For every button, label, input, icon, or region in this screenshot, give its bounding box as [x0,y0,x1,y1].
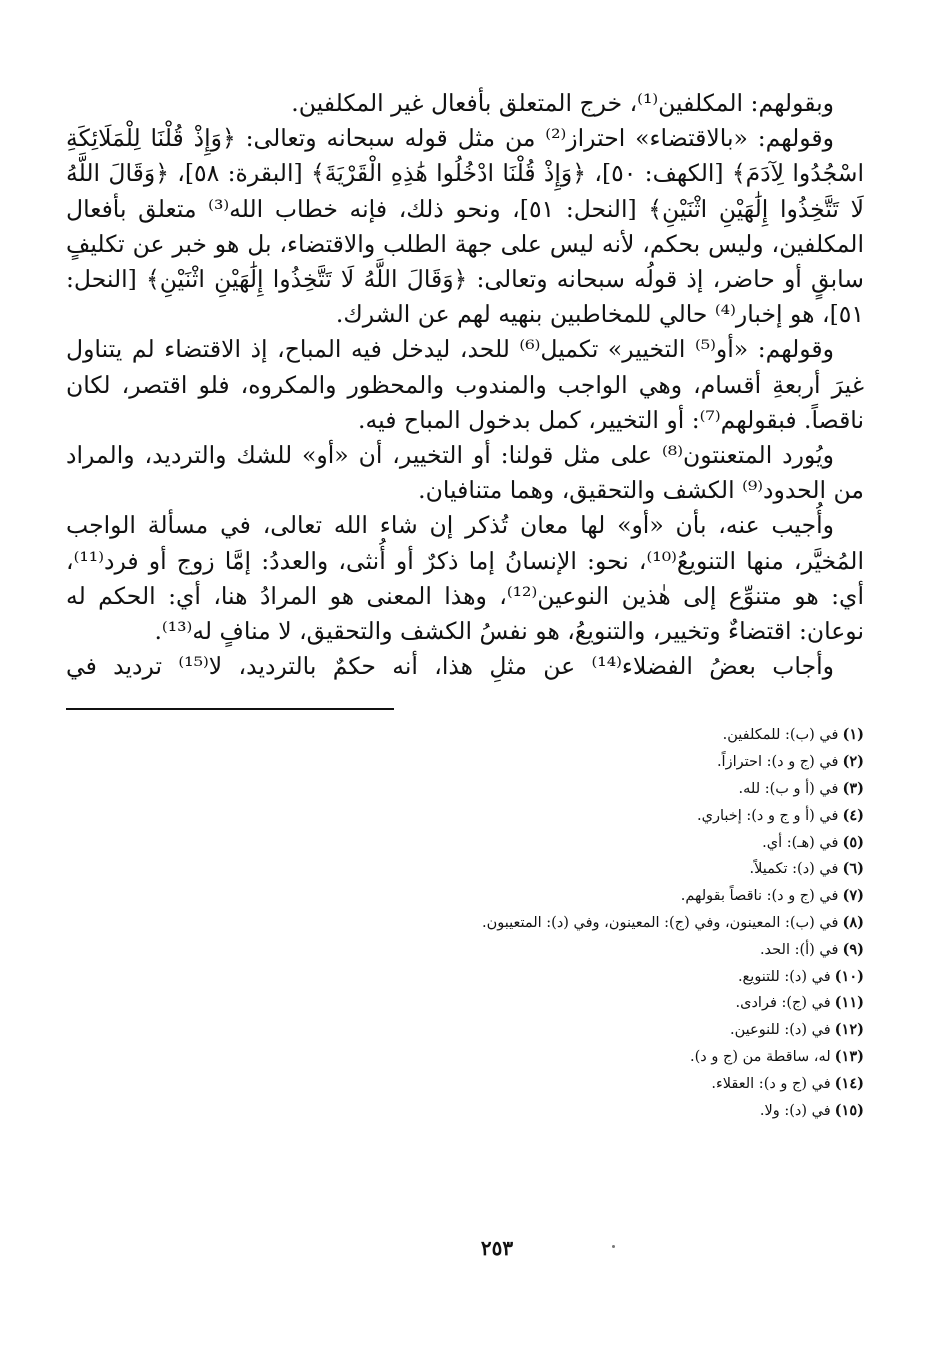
footnote: (١٥)في (د): ولا. [759,1101,864,1119]
footnote: (٦)في (د): تكميلاً. [749,860,864,878]
paragraph-mukallafin: وبقولهم: المكلفين⁽¹⁾، خرج المتعلق بأفعال غير المكلفين. [291,89,834,117]
footnote: (٢)في (ج و د): احترازاً. [716,753,864,771]
footnote: (٣)في (أ و ب): لله. [738,780,864,798]
footnote: (٩)في (أ): الحد. [759,940,864,958]
paragraph-takhyir: وقولهم: «أو⁽⁵⁾ التخيير» تكميل⁽⁶⁾ للحد، ليدخل فيه المباح، إذ الاقتضاء لم يتناول غيرَ أربعةِ أقسام، وهي الواجب والمندوب والمحظور والمكروه، فلو اقتصر، لكان ناقصاً. فبقولهم⁽⁷⁾: أو التخيير، كمل بدخول المباح فيه. [66,335,864,434]
footnote: (٧)في (ج و د): ناقصاً بقولهم. [680,887,864,905]
paragraph-iqtida: وقولهم: «بالاقتضاء» احتراز⁽²⁾ من مثل قوله سبحانه وتعالى: ﴿وَإِذْ قُلْنَا لِلْمَلَائِكَةِ اسْجُدُوا لِآدَمَ﴾ [الكهف: ٥٠]، ﴿وَإِذْ قُلْنَا ادْخُلُوا هَٰذِهِ الْقَرْيَةَ﴾ [البقرة: ٥٨]، ﴿وَقَالَ اللَّهُ لَا تَتَّخِذُوا إِلَٰهَيْنِ اثْنَيْنِ﴾ [النحل: ٥١]، ونحو ذلك، فإنه خطاب الله⁽³⁾ متعلق بأفعال المكلفين، وليس بحكم، لأنه ليس على جهة الطلب والاقتضاء، بل هو خبر عن تكليفٍ سابقٍ أو حاضر، إذ قولُه سبحانه وتعالى: ﴿وَقَالَ اللَّهُ لَا تَتَّخِذُوا إِلَٰهَيْنِ اثْنَيْنِ﴾ [النحل: ٥١]، هو إخبار⁽⁴⁾ حالي للمخاطبين بنهيه لهم عن الشرك. [66,124,864,329]
footnote: (٨)في (ب): المعينون، وفي (ج): المعينون، وفي (د): المتعيبون. [481,914,864,932]
book-page [66,86,864,1139]
footnote: (١٠)في (د): للتنويع. [737,967,864,985]
scan-speck [612,1245,615,1248]
footnote: (٥)في (هـ): أي. [762,833,864,851]
footnote: (١٤)في (ج و د): العقلاء. [711,1074,864,1092]
footnote-divider [66,708,394,710]
footnote: (١٢)في (د): للنوعين. [730,1021,864,1039]
footnote: (١)في (ب): للمكلفين. [722,726,864,744]
paragraph-answer: وأُجيب عنه، بأن «أو» لها معان تُذكر إن شاء الله تعالى، في مسألة الواجب المُخيَّر، منها التنويعُ⁽¹⁰⁾، نحو: الإنسانُ إما ذكرٌ أو أُنثى، والعددُ: إمَّا زوج أو فرد⁽¹¹⁾، أي: هو متنوِّع إلى هٰذين النوعين⁽¹²⁾، وهذا المعنى هو المرادُ هنا، أي: الحكم له نوعان: اقتضاءٌ وتخيير، والتنويعُ، هو نفسُ الكشف والتحقيق، لا منافٍ له⁽¹³⁾. [66,511,864,646]
footnote: (١١)في (ج): فرادى. [735,994,864,1012]
footnotes-list [384,722,864,1124]
page-number: ٢٥٣ [480,1236,514,1260]
paragraph-mutaannitun: ويُورد المتعنتون⁽⁸⁾ على مثل قولنا: أو التخيير، أن «أو» للشك والترديد، والمراد من الحدود⁽⁹⁾ الكشف والتحقيق، وهما متنافيان. [66,441,864,505]
body-text [66,86,864,684]
paragraph-continued: وأجاب بعضُ الفضلاء⁽¹⁴⁾ عن مثلِ هذا، أنه حكمٌ بالترديد، لا⁽¹⁵⁾ ترديد في [66,652,834,681]
footnote: (١٣)له، ساقطة من (ج و د). [690,1048,864,1066]
footnote: (٤)في (أ و ج و د): إخباري. [696,806,864,824]
